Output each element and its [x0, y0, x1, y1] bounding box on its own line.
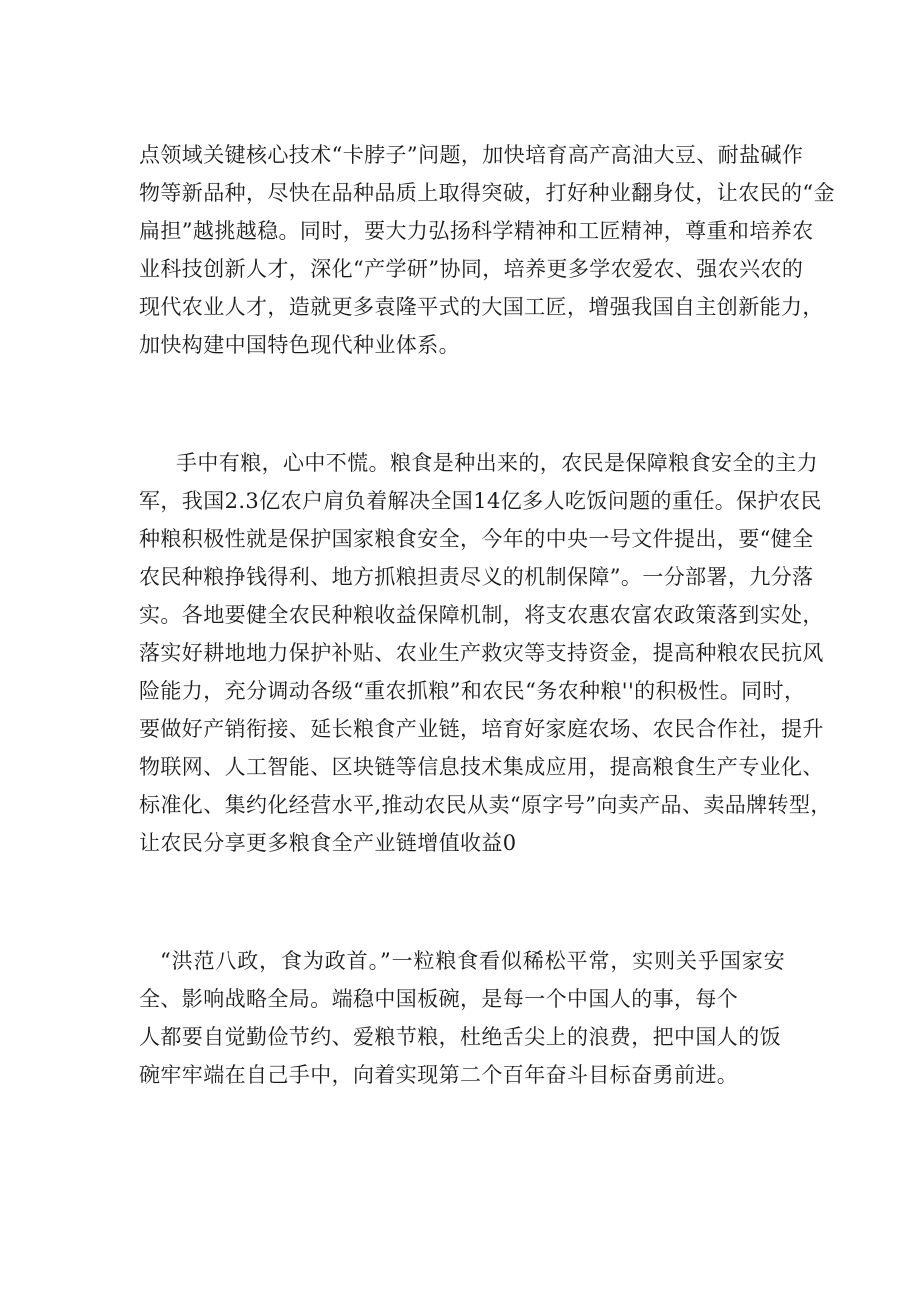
text-line: 点领域关键核心技术“卡脖子”问题，加快培育高产高油大豆、耐盐碱作 [139, 143, 804, 167]
text-line: 物联网、人工智能、区块链等信息技术集成应用，提高粮食生产专业化、 [139, 755, 824, 779]
text-line: 全、影响战略全局。端稳中国板碗，是每一个中国人的事，每个 [139, 987, 739, 1011]
text-line: 落实好耕地地力保护补贴、农业生产救灾等支持资金，提高种粮农民抗风 [139, 641, 824, 665]
text-line: 碗牢牢端在自己手中，向着实现第二个百年奋斗目标奋勇前进。 [139, 1063, 739, 1087]
text-line: 业科技创新人才，深化“产学研”协同，培养更多学农爱农、强农兴农的 [139, 257, 804, 281]
text-line: 现代农业人才，造就更多袁隆平式的大国工匠，增强我国自主创新能力， [139, 295, 824, 319]
text-line: 农民种粮挣钱得利、地方抓粮担责尽义的机制保障”。一分部署，九分落 [139, 565, 814, 589]
text-line: 要做好产销衔接、延长粮食产业链，培育好家庭农场、农民合作社，提升 [139, 717, 824, 741]
text-line: 险能力，充分调动各级“重农抓粮”和农民“务农种粮''的积极性。同时， [139, 679, 806, 703]
text-line: 种粮积极性就是保护国家粮食安全，今年的中央一号文件提出，要“健全 [139, 527, 814, 551]
text-line: 标准化、集约化经营水平,推动农民从卖“原字号”向卖产品、卖品牌转型， [139, 793, 832, 817]
text-line: 军，我国2.3亿农户肩负着解决全国14亿多人吃饭问题的重任。保护农民 [139, 489, 822, 513]
text-line: 让农民分享更多粮食全产业链增值收益0 [139, 831, 517, 855]
text-line: 人都要自觉勤俭节约、爱粮节粮，杜绝舌尖上的浪费，把中国人的饭 [139, 1025, 781, 1049]
text-line: 加快构建中国特色现代种业体系。 [139, 333, 460, 357]
text-line: 扁担”越挑越稳。同时，要大力弘扬科学精神和工匠精神，尊重和培养农 [139, 219, 814, 243]
text-line: “洪范八政，食为政首。”一粒粮食看似稀松平常，实则关乎国家安 [160, 949, 785, 973]
text-line: 实。各地要健全农民种粮收益保障机制，将支农惠农富农政策落到实处， [139, 603, 824, 627]
text-line: 物等新品种，尽快在品种品质上取得突破，打好种业翻身仗，让农民的“金 [139, 181, 835, 205]
text-line: 手中有粮，心中不慌。粮食是种出来的，农民是保障粮食安全的主力 [176, 451, 818, 475]
